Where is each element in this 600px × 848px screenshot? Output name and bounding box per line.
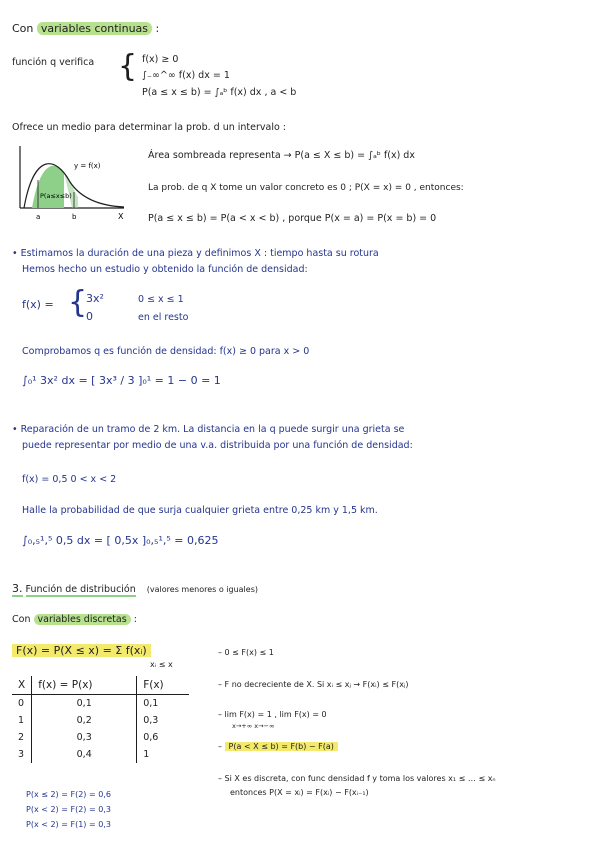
table-cell: 0,3	[137, 712, 190, 729]
property-5: – Si X es discreta, con func densidad f y toma los valores x₁ ≤ … ≤ xₙ	[218, 774, 496, 783]
result-3: P(x < 2) = F(1) = 0,3	[26, 820, 111, 829]
area-label: P(a≤x≤b)	[40, 192, 72, 200]
func-verify-label: función q verifica	[12, 57, 95, 68]
table-header: f(x) = P(x)	[32, 676, 137, 695]
case1-expr: 3x²	[86, 292, 104, 305]
highlight-continuous: variables continuas	[37, 22, 152, 35]
brace-icon: {	[68, 285, 88, 320]
integral-1: ∫₀¹ 3x² dx = [ 3x³ / 3 ]₀¹ = 1 − 0 = 1	[22, 374, 221, 387]
table-row	[12, 746, 189, 763]
cdf-sum-subscript: xᵢ ≤ x	[150, 660, 173, 669]
table-row	[12, 729, 189, 746]
condition-2: ∫₋∞^∞ f(x) dx = 1	[142, 70, 230, 81]
distribution-table	[12, 676, 189, 763]
example2-density: f(x) = 0,5 0 < x < 2	[22, 474, 117, 485]
table-cell: 1	[137, 746, 190, 763]
integral-2: ∫₀,₅¹,⁵ 0,5 dx = [ 0,5x ]₀,₅¹,⁵ = 0,625	[22, 534, 219, 547]
property-4: – P(a < X ≤ b) = F(b) − F(a)	[218, 742, 338, 751]
table-cell: 0,6	[137, 729, 190, 746]
case2-expr: 0	[86, 310, 93, 323]
table-cell: 0	[18, 698, 25, 709]
density-label: f(x) =	[22, 298, 54, 311]
section-3-title: Función de distribución	[25, 584, 136, 595]
table-row	[12, 712, 189, 729]
table-cell: 3	[18, 749, 25, 760]
example1-line2: Hemos hecho un estudio y obtenido la función de densidad:	[22, 264, 308, 275]
section-header-discrete: Con variables discretas :	[12, 614, 137, 625]
section-3-note: (valores menores o iguales)	[146, 585, 258, 594]
property-2: – F no decreciente de X. Si xᵢ ≤ xⱼ → F(xᵢ) ≤ F(xⱼ)	[218, 680, 409, 689]
x-axis-label: X	[118, 212, 124, 221]
table-cell: 0,3	[32, 729, 137, 746]
result-2: P(x < 2) = F(2) = 0,3	[26, 805, 111, 814]
example2-line1: • Reparación de un tramo de 2 km. La distancia en la q puede surgir una grieta se	[12, 424, 405, 435]
table-cell: 0,1	[137, 695, 190, 713]
table-cell: 0,4	[32, 746, 137, 763]
table-cell: 0,1	[32, 695, 137, 713]
section-header-continuous: Con variables continuas :	[12, 22, 160, 35]
table-header: F(x)	[137, 676, 190, 695]
table-header-row	[12, 676, 189, 695]
example2-line2: puede representar por medio de una v.a. distribuida por una función de densidad:	[22, 440, 413, 451]
table-cell: 0,2	[32, 712, 137, 729]
highlight-discrete: variables discretas	[34, 614, 131, 625]
cdf-definition: F(x) = P(X ≤ x) = Σ f(xᵢ)	[12, 644, 151, 657]
intro-line: Ofrece un medio para determinar la prob. d un intervalo :	[12, 122, 287, 133]
case2-cond: en el resto	[138, 312, 189, 323]
property-3: – lim F(x) = 1 , lim F(x) = 0	[218, 710, 327, 719]
case1-cond: 0 ≤ x ≤ 1	[138, 294, 184, 305]
prob-line: La prob. de q X tome un valor concreto es 0 ; P(X = x) = 0 , entonces:	[148, 183, 464, 193]
condition-1: f(x) ≥ 0	[142, 54, 179, 65]
shaded-area	[32, 166, 64, 208]
curve-label: y = f(x)	[74, 162, 101, 170]
result-1: P(x ≤ 2) = F(2) = 0,6	[26, 790, 111, 799]
tick-a: a	[36, 213, 41, 221]
area-line: Área sombreada representa → P(a ≤ X ≤ b) = ∫ₐᵇ f(x) dx	[148, 150, 415, 161]
property-1: – 0 ≤ F(x) ≤ 1	[218, 648, 274, 657]
example1-line1: • Estimamos la duración de una pieza y definimos X : tiempo hasta su rotura	[12, 248, 379, 259]
example2-question: Halle la probabilidad de que surja cualquier grieta entre 0,25 km y 1,5 km.	[22, 505, 378, 516]
brace-icon: {	[118, 49, 138, 84]
table-cell: 2	[18, 732, 25, 743]
check-line: Comprobamos q es función de densidad: f(x) ≥ 0 para x > 0	[22, 346, 310, 357]
table-row	[12, 695, 189, 713]
property-3-subscripts: x→+∞ x→−∞	[232, 722, 275, 730]
table-header: X	[12, 676, 32, 695]
tick-b: b	[72, 213, 77, 221]
section-3-heading	[12, 582, 258, 595]
table-cell: 1	[18, 715, 25, 726]
section-3-number: 3.	[12, 582, 23, 595]
property-6: entonces P(X = xᵢ) = F(xᵢ) − F(xᵢ₋₁)	[230, 788, 369, 797]
condition-3: P(a ≤ x ≤ b) = ∫ₐᵇ f(x) dx , a < b	[142, 87, 297, 98]
equal-line: P(a ≤ x ≤ b) = P(a < x < b) , porque P(x = a) = P(x = b) = 0	[148, 213, 437, 224]
density-graph	[12, 142, 137, 224]
